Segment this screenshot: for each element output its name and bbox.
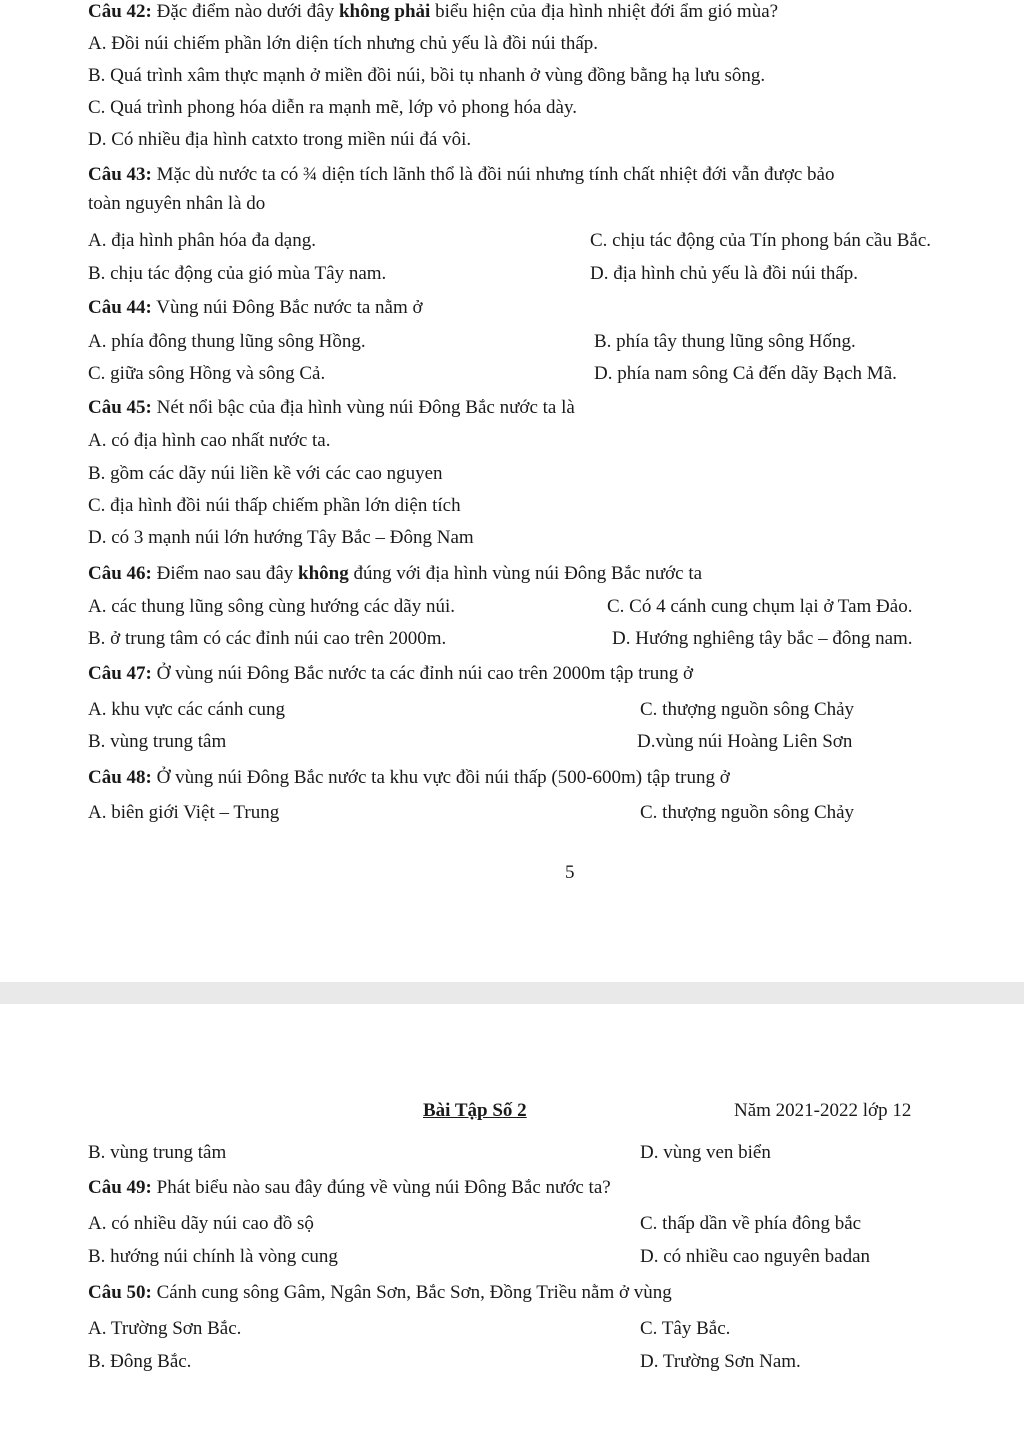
question-47 [88,662,693,686]
question-45 [88,396,575,420]
page-number: 5 [565,862,575,883]
answer-option: D. địa hình chủ yếu là đồi núi thấp. [590,263,859,284]
worksheet-title: Bài Tập Số 2 [423,1100,527,1121]
answer-option: C. giữa sông Hồng và sông Cả. [88,363,326,384]
question-46 [88,562,702,586]
answer-option: C. chịu tác động của Tín phong bán cầu Bắc. [590,230,932,251]
question-text: đúng với địa hình vùng núi Đông Bắc nước ta [348,563,703,584]
answer-option: A. có địa hình cao nhất nước ta. [88,430,331,451]
answer-option: C. Có 4 cánh cung chụm lại ở Tam Đảo. [607,596,913,617]
question-text: biểu hiện của địa hình nhiệt đới ẩm gió mùa? [430,1,779,22]
answer-option: A. Trường Sơn Bắc. [88,1318,242,1339]
answer-option: D. Có nhiều địa hình catxto trong miền núi đá vôi. [88,129,472,150]
answer-option: A. phía đông thung lũng sông Hồng. [88,331,366,352]
answer-option: D. phía nam sông Cả đến dãy Bạch Mã. [594,363,897,384]
question-label: Câu 44: [88,297,152,318]
answer-option: A. có nhiều dãy núi cao đồ sộ [88,1213,314,1234]
answer-option: A. biên giới Việt – Trung [88,802,280,823]
question-label: Câu 42: [88,1,152,22]
question-text: Mặc dù nước ta có ¾ diện tích lãnh thổ là đồi núi nhưng tính chất nhiệt đới vẫn được bảo [151,164,835,185]
question-emphasis: không [298,563,349,584]
answer-option: C. thượng nguồn sông Chảy [640,802,855,823]
answer-option: B. vùng trung tâm [88,731,227,752]
question-label: Câu 46: [88,563,152,584]
question-label: Câu 50: [88,1282,152,1303]
question-text: Nét nổi bậc của địa hình vùng núi Đông Bắc nước ta là [151,397,575,418]
question-42 [88,0,778,24]
answer-option: C. Tây Bắc. [640,1318,731,1339]
question-text: Ở vùng núi Đông Bắc nước ta các đỉnh núi cao trên 2000m tập trung ở [151,663,694,684]
question-50 [88,1281,672,1305]
answer-option: C. Quá trình phong hóa diễn ra mạnh mẽ, lớp vỏ phong hóa dày. [88,97,577,118]
question-emphasis: không phải [338,1,431,22]
question-48 [88,766,730,790]
question-text: Vùng núi Đông Bắc nước ta nằm ở [151,297,423,318]
answer-option: A. khu vực các cánh cung [88,699,286,720]
answer-option: D. Trường Sơn Nam. [640,1351,801,1372]
question-44 [88,296,423,320]
answer-option: D. vùng ven biển [640,1142,771,1163]
answer-option: A. các thung lũng sông cùng hướng các dãy núi. [88,596,456,617]
question-label: Câu 47: [88,663,152,684]
answer-option: D. có nhiều cao nguyên badan [640,1246,871,1267]
question-text: Điểm nao sau đây [151,563,299,584]
answer-option: B. ở trung tâm có các đỉnh núi cao trên 2000m. [88,628,447,649]
page-break [0,982,1024,1004]
question-43 [88,163,834,187]
answer-option: C. thượng nguồn sông Chảy [640,699,855,720]
answer-option: B. gồm các dãy núi liền kề với các cao nguyen [88,463,443,484]
question-text: Ở vùng núi Đông Bắc nước ta khu vực đồi núi thấp (500-600m) tập trung ở [151,767,730,788]
answer-option: D.vùng núi Hoàng Liên Sơn [637,731,853,752]
answer-option: D. Hướng nghiêng tây bắc – đông nam. [612,628,913,649]
question-label: Câu 45: [88,397,152,418]
answer-option: B. hướng núi chính là vòng cung [88,1246,338,1267]
question-text-continued: toàn nguyên nhân là do [88,193,266,214]
answer-option: C. địa hình đồi núi thấp chiếm phần lớn diện tích [88,495,461,516]
answer-option: A. Đồi núi chiếm phần lớn diện tích nhưng chủ yếu là đồi núi thấp. [88,33,599,54]
question-49 [88,1176,611,1200]
answer-option: B. chịu tác động của gió mùa Tây nam. [88,263,387,284]
question-label: Câu 43: [88,164,152,185]
question-text: Phát biểu nào sau đây đúng về vùng núi Đông Bắc nước ta? [151,1177,611,1198]
question-text: Cánh cung sông Gâm, Ngân Sơn, Bắc Sơn, Đồng Triều nằm ở vùng [151,1282,672,1303]
question-label: Câu 48: [88,767,152,788]
answer-option: B. Đông Bắc. [88,1351,192,1372]
answer-option: C. thấp dần về phía đông bắc [640,1213,862,1234]
answer-option: A. địa hình phân hóa đa dạng. [88,230,316,251]
answer-option: B. vùng trung tâm [88,1142,227,1163]
answer-option: B. Quá trình xâm thực mạnh ở miền đồi núi, bồi tụ nhanh ở vùng đồng bằng hạ lưu sông. [88,65,766,86]
question-text: Đặc điểm nào dưới đây [151,1,339,22]
school-year: Năm 2021-2022 lớp 12 [734,1100,912,1121]
answer-option: D. có 3 mạnh núi lớn hướng Tây Bắc – Đông Nam [88,527,474,548]
answer-option: B. phía tây thung lũng sông Hống. [594,331,856,352]
question-label: Câu 49: [88,1177,152,1198]
